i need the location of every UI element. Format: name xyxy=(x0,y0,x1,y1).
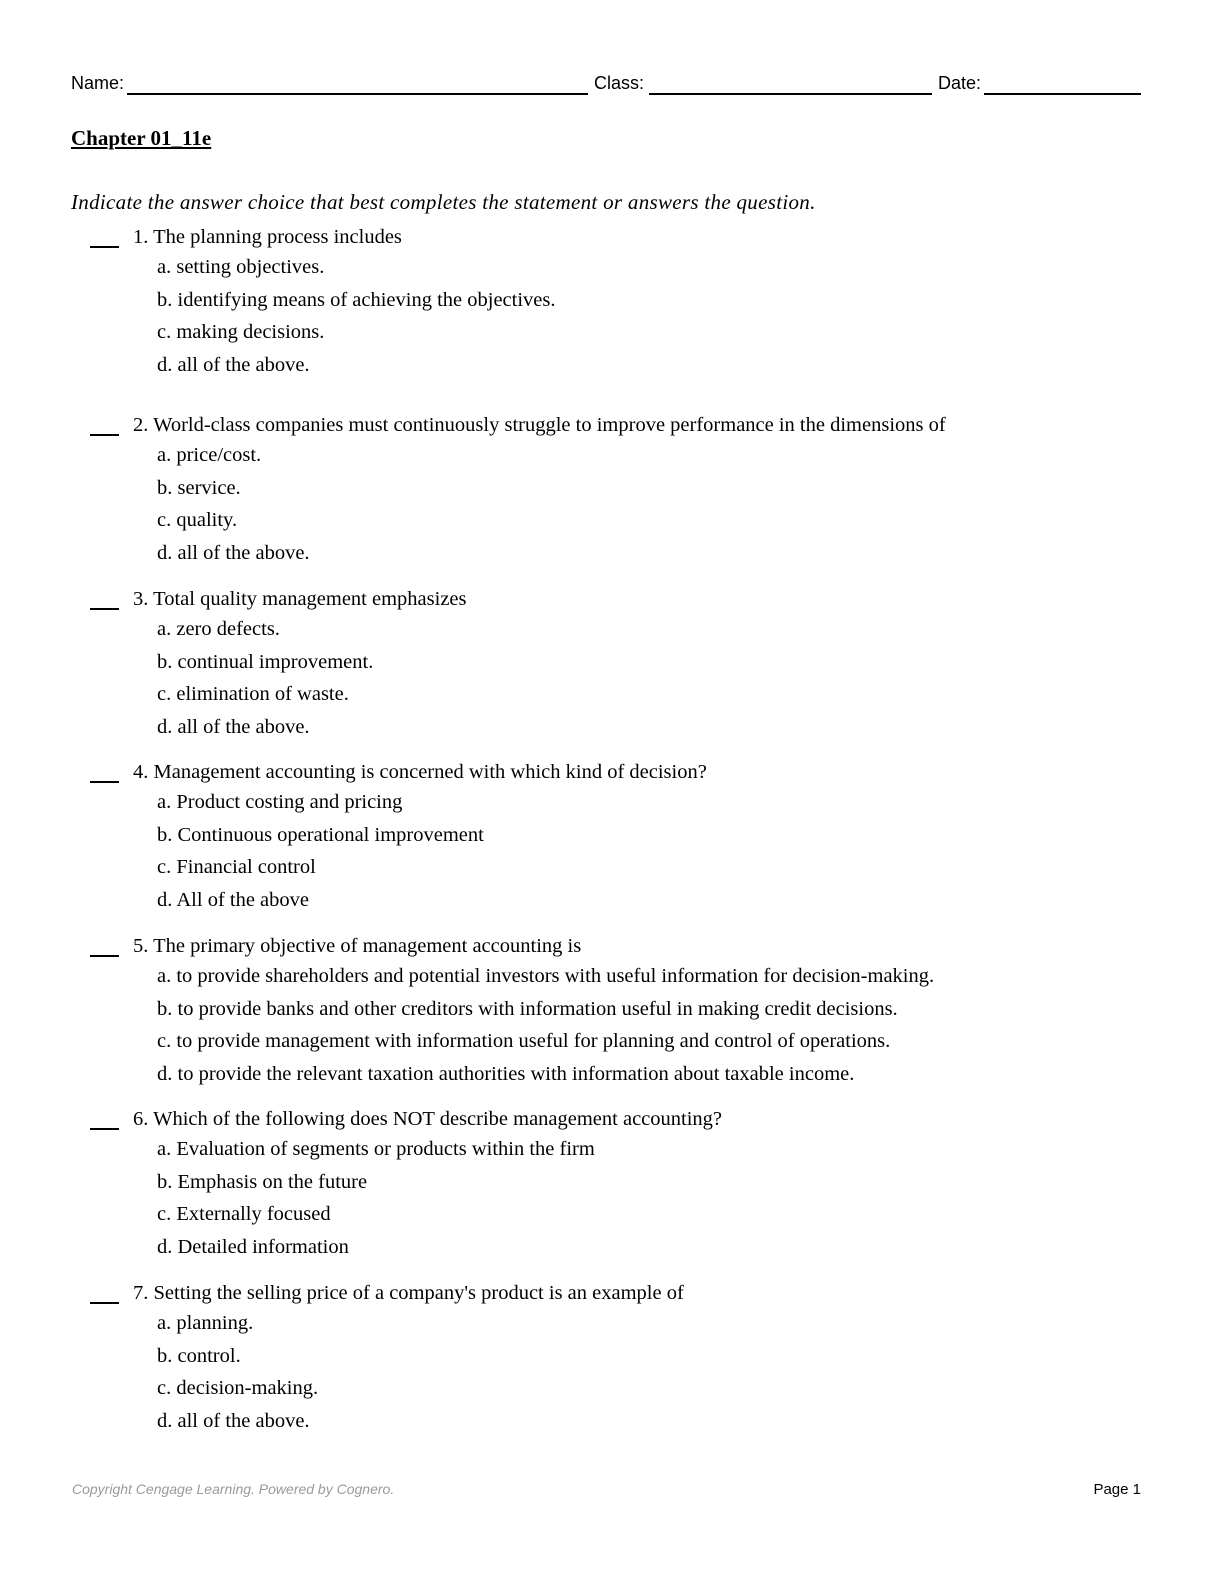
page-number: Page 1 xyxy=(1093,1481,1141,1498)
answer-choice: b. identifying means of achieving the objectives. xyxy=(157,288,556,311)
question-stem: 3. Total quality management emphasizes xyxy=(133,588,467,610)
question-stem: 4. Management accounting is concerned with which kind of decision? xyxy=(133,761,707,783)
question-stem: 2. World-class companies must continuously struggle to improve performance in the dimensions of xyxy=(133,414,946,436)
question-stem: 1. The planning process includes xyxy=(133,226,402,248)
answer-choice: c. to provide management with information useful for planning and control of operations. xyxy=(157,1030,891,1053)
answer-choice: c. elimination of waste. xyxy=(157,683,349,706)
answer-choice: c. making decisions. xyxy=(157,321,325,344)
answer-choice: c. decision-making. xyxy=(157,1377,319,1400)
answer-choice: d. all of the above. xyxy=(157,716,310,739)
question-stem: 7. Setting the selling price of a company's product is an example of xyxy=(133,1282,684,1304)
chapter-title: Chapter 01_11e xyxy=(71,126,212,150)
name-field-line[interactable] xyxy=(127,93,588,95)
answer-blank[interactable] xyxy=(90,608,119,610)
answer-blank[interactable] xyxy=(90,434,119,436)
answer-blank[interactable] xyxy=(90,246,119,248)
answer-choice: d. Detailed information xyxy=(157,1236,349,1259)
answer-blank[interactable] xyxy=(90,781,119,783)
date-field-line[interactable] xyxy=(984,93,1141,95)
answer-choice: c. quality. xyxy=(157,509,238,532)
answer-choice: a. planning. xyxy=(157,1312,254,1334)
answer-choice: d. all of the above. xyxy=(157,354,310,377)
answer-choice: c. Financial control xyxy=(157,856,316,879)
answer-blank[interactable] xyxy=(90,1128,119,1130)
answer-choice: b. service. xyxy=(157,476,241,499)
answer-choice: b. to provide banks and other creditors with information useful in making credit decisions. xyxy=(157,997,898,1020)
answer-choice: d. All of the above xyxy=(157,889,310,912)
answer-choice: a. Product costing and pricing xyxy=(157,791,403,813)
copyright-footer: Copyright Cengage Learning. Powered by Cognero. xyxy=(72,1481,395,1497)
answer-choice: a. Evaluation of segments or products within the firm xyxy=(157,1138,595,1160)
answer-choice: b. control. xyxy=(157,1344,241,1367)
answer-blank[interactable] xyxy=(90,955,119,957)
question-stem: 6. Which of the following does NOT describe management accounting? xyxy=(133,1108,723,1130)
student-info-header xyxy=(71,73,1141,97)
answer-choice: b. Continuous operational improvement xyxy=(157,823,484,846)
answer-choice: a. price/cost. xyxy=(157,444,262,466)
class-label: Class: xyxy=(594,73,645,93)
answer-choice: b. Emphasis on the future xyxy=(157,1170,368,1193)
answer-choice: d. to provide the relevant taxation authorities with information about taxable income. xyxy=(157,1063,855,1086)
answer-choice: a. zero defects. xyxy=(157,618,280,640)
instructions: Indicate the answer choice that best completes the statement or answers the question. xyxy=(71,190,816,214)
answer-choice: c. Externally focused xyxy=(157,1203,331,1226)
answer-choice: a. to provide shareholders and potential investors with useful information for decision-making. xyxy=(157,965,935,987)
date-label: Date: xyxy=(938,73,982,93)
answer-choice: d. all of the above. xyxy=(157,1410,310,1433)
class-field-line[interactable] xyxy=(649,93,932,95)
answer-choice: d. all of the above. xyxy=(157,542,310,565)
name-label: Name: xyxy=(71,73,125,93)
answer-blank[interactable] xyxy=(90,1302,119,1304)
answer-choice: a. setting objectives. xyxy=(157,256,325,278)
question-stem: 5. The primary objective of management accounting is xyxy=(133,935,582,957)
answer-choice: b. continual improvement. xyxy=(157,650,374,673)
